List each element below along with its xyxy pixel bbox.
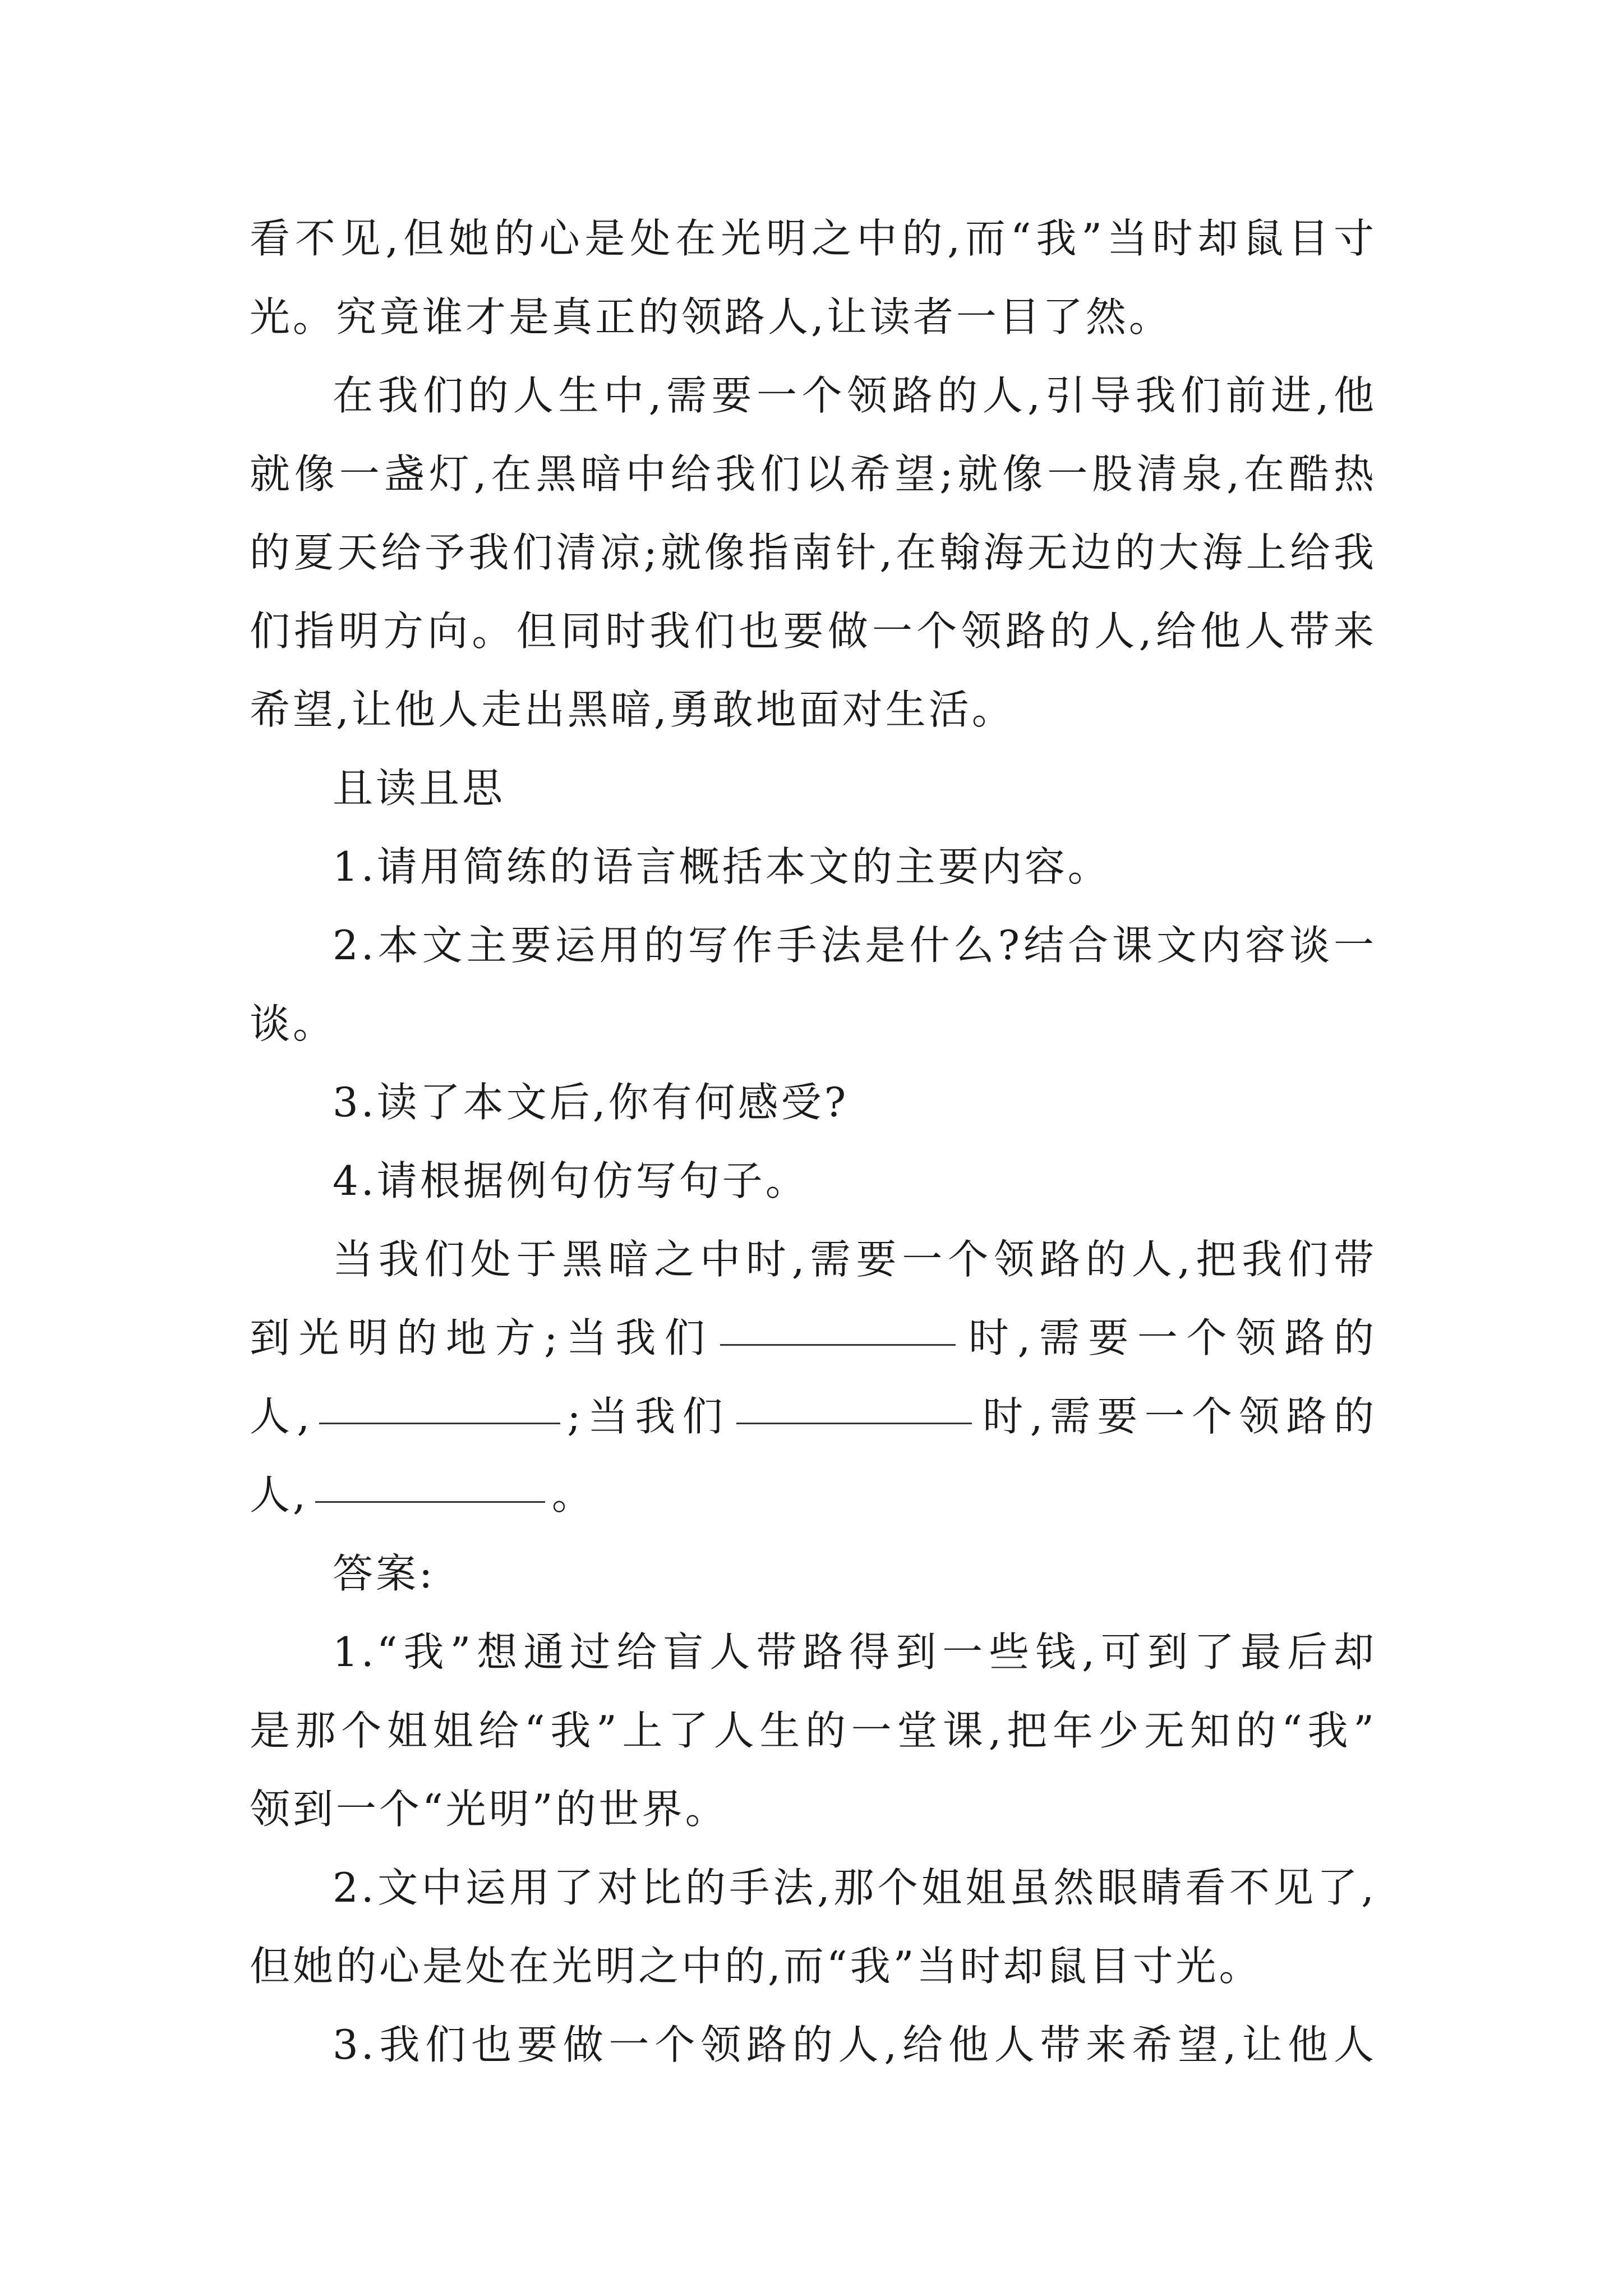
- answer-1-continued: 是那个姐姐给“我”上了人生的一堂课,把年少无知的“我”: [250, 1707, 1377, 1754]
- answer-1-continued: 领到一个“光明”的世界。: [250, 1786, 728, 1833]
- fill-in-blank[interactable]: [315, 1491, 545, 1503]
- answer-2: 2.文中运用了对比的手法,那个姐姐虽然眼睛看不见了,: [333, 1864, 1377, 1911]
- exercise-text: 时,需要一个领路的: [962, 1314, 1377, 1361]
- body-text-line: 光。究竟谁才是真正的领路人,让读者一目了然。: [250, 293, 1172, 341]
- question-3: 3.读了本文后,你有何感受?: [333, 1079, 849, 1126]
- answers-title: 答案:: [333, 1550, 436, 1597]
- exercise-line: [250, 1299, 1377, 1377]
- exercise-line: 当我们处于黑暗之中时,需要一个领路的人,把我们带: [333, 1236, 1377, 1283]
- exercise-line: [250, 1456, 1377, 1534]
- exercise-line: [250, 1377, 1377, 1456]
- answer-1: 1.“我”想通过给盲人带路得到一些钱,可到了最后却: [333, 1628, 1377, 1676]
- exercise-text: 人,: [250, 1393, 313, 1440]
- answer-3: 3.我们也要做一个领路的人,给他人带来希望,让他人: [333, 2021, 1377, 2068]
- exercise-text: 到光明的地方;当我们: [250, 1314, 714, 1361]
- paragraph-line: 的夏天给予我们清凉;就像指南针,在翰海无边的大海上给我: [250, 529, 1377, 576]
- fill-in-blank[interactable]: [720, 1334, 956, 1346]
- exercise-text: ;当我们: [567, 1393, 730, 1440]
- section-title: 且读且思: [333, 765, 506, 812]
- question-1: 1.请用简练的语言概括本文的主要内容。: [333, 843, 1111, 890]
- question-4: 4.请根据例句仿写句子。: [333, 1157, 809, 1204]
- paragraph-line: 希望,让他人走出黑暗,勇敢地面对生活。: [250, 686, 1015, 733]
- fill-in-blank[interactable]: [736, 1412, 972, 1424]
- question-2: 2.本文主要运用的写作手法是什么?结合课文内容谈一: [333, 922, 1377, 969]
- exercise-text: 人,: [250, 1471, 308, 1519]
- exercise-text: 时,需要一个领路的: [978, 1393, 1377, 1440]
- body-text-line: 看不见,但她的心是处在光明之中的,而“我”当时却鼠目寸: [250, 215, 1377, 262]
- question-2-continued: 谈。: [250, 1000, 336, 1047]
- paragraph-line: 在我们的人生中,需要一个领路的人,引导我们前进,他: [333, 372, 1377, 419]
- document-body: [250, 199, 1377, 2084]
- paragraph-line: 们指明方向。但同时我们也要做一个领路的人,给他人带来: [250, 608, 1377, 655]
- answer-2-continued: 但她的心是处在光明之中的,而“我”当时却鼠目寸光。: [250, 1943, 1262, 1990]
- paragraph-line: 就像一盏灯,在黑暗中给我们以希望;就像一股清泉,在酷热: [250, 450, 1377, 498]
- fill-in-blank[interactable]: [319, 1412, 560, 1424]
- exercise-text: 。: [551, 1471, 595, 1519]
